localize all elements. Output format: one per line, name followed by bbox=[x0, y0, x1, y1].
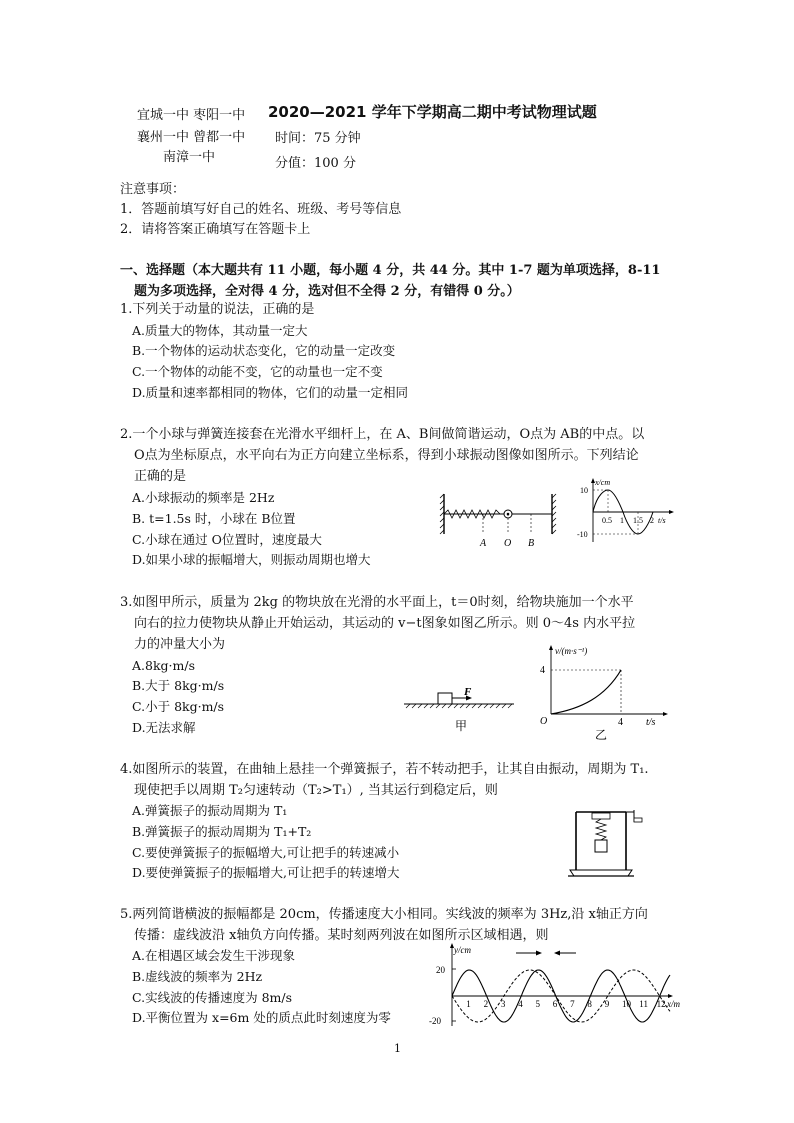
q4-stem-line2: 现使把手以周期 T₂匀速转动（T₂>T₁）, 当其运行到稳定后，则 bbox=[134, 783, 498, 798]
exam-score: 分值：100 分 bbox=[275, 156, 356, 171]
label-o: O bbox=[504, 538, 512, 549]
vt-ylabel: v/(m·s⁻¹) bbox=[555, 646, 588, 656]
wave-xtick: 1 bbox=[466, 999, 471, 1009]
q3-option-b: B.大于 8kg·m/s bbox=[132, 678, 225, 693]
q2-option-d: D.如果小球的振幅增大，则振动周期也增大 bbox=[132, 552, 371, 567]
exam-time: 时间：75 分钟 bbox=[275, 131, 361, 146]
wave-xtick: 2 bbox=[483, 999, 489, 1009]
jia-label: 甲 bbox=[455, 719, 468, 733]
graph-ytick-neg10: -10 bbox=[577, 530, 588, 539]
wave-ytick-neg20: -20 bbox=[429, 1016, 441, 1026]
vt-xlabel: t/s bbox=[646, 717, 656, 728]
q3-stem-line3: 力的冲量大小为 bbox=[134, 637, 226, 652]
q3-block-figure bbox=[400, 686, 518, 736]
q4-option-a: A.弹簧振子的振动周期为 T₁ bbox=[132, 803, 288, 818]
wave-xtick: 8 bbox=[587, 999, 592, 1009]
graph-ylabel: x/cm bbox=[595, 478, 611, 487]
wave-xtick: 5 bbox=[535, 999, 540, 1009]
graph-xtick-2: 2 bbox=[650, 516, 654, 525]
q3-option-a: A.8kg·m/s bbox=[132, 658, 195, 673]
q5-option-d: D.平衡位置为 x=6m 处的质点此时刻速度为零 bbox=[132, 1010, 391, 1025]
q5-option-a: A.在相遇区域会发生干涉现象 bbox=[132, 948, 296, 963]
yi-label: 乙 bbox=[595, 728, 608, 742]
wave-xtick: 4 bbox=[518, 999, 523, 1009]
q3-option-d: D.无法求解 bbox=[132, 720, 196, 735]
schools-line2: 襄州一中 曾都一中 bbox=[137, 130, 246, 145]
label-b: B bbox=[528, 538, 535, 549]
q5-stem-line2: 传播：虚线波沿 x轴负方向传播。某时刻两列波在如图所示区域相遇，则 bbox=[134, 928, 549, 943]
schools-line1: 宜城一中 枣阳一中 bbox=[137, 108, 246, 123]
q2-option-b: B. t=1.5s 时，小球在 B位置 bbox=[132, 511, 296, 526]
vt-origin: O bbox=[540, 716, 548, 727]
notice-item-1: 1．答题前填写好自己的姓名、班级、考号等信息 bbox=[120, 202, 402, 217]
force-label: F bbox=[464, 686, 472, 698]
schools-line3: 南漳一中 bbox=[163, 150, 216, 165]
graph-xtick-1.5: 1.5 bbox=[633, 516, 643, 525]
q1-stem: 1.下列关于动量的说法，正确的是 bbox=[120, 302, 315, 317]
vt-xtick-4: 4 bbox=[618, 717, 623, 728]
wave-ytick-20: 20 bbox=[436, 965, 445, 975]
q1-option-b: B.一个物体的运动状态变化，它的动量一定改变 bbox=[132, 343, 396, 358]
q3-option-c: C.小于 8kg·m/s bbox=[132, 699, 225, 714]
wave-xlabel: x/m bbox=[667, 999, 680, 1009]
wave-xtick: 12 bbox=[656, 999, 666, 1009]
q4-option-b: B.弹簧振子的振动周期为 T₁+T₂ bbox=[132, 824, 312, 839]
section-heading-line1: 一、选择题（本大题共有 11 小题，每小题 4 分，共 44 分。其中 1-7 题为单项选择，8-11 bbox=[120, 263, 661, 278]
q3-stem-line1: 3.如图甲所示，质量为 2kg 的物块放在光滑的水平面上，t＝0时刻，给物块施加一个水平 bbox=[120, 595, 634, 610]
q4-option-d: D.要使弹簧振子的振幅增大,可让把手的转速增大 bbox=[132, 865, 400, 880]
q5-option-b: B.虚线波的频率为 2Hz bbox=[132, 969, 263, 984]
q1-option-c: C.一个物体的动能不变，它的动量也一定不变 bbox=[132, 364, 383, 379]
q5-stem-line1: 5.两列简谐横波的振幅都是 20cm，传播速度大小相同。实线波的频率为 3Hz,沿 x轴正方向 bbox=[120, 907, 648, 922]
exam-title: 2020—2021 学年下学期高二期中考试物理试题 bbox=[268, 103, 597, 121]
wave-xtick: 6 bbox=[552, 999, 558, 1009]
graph-xtick-0.5: 0.5 bbox=[602, 516, 612, 525]
q1-option-d: D.质量和速率都相同的物体，它们的动量一定相同 bbox=[132, 385, 409, 400]
wave-xtick: 11 bbox=[639, 999, 648, 1009]
q2-option-c: C.小球在通过 O位置时，速度最大 bbox=[132, 532, 322, 547]
graph-xlabel: t/s bbox=[658, 516, 666, 525]
wave-xtick: 3 bbox=[500, 999, 506, 1009]
wave-ylabel: y/cm bbox=[454, 945, 471, 955]
q3-stem-line2: 向右的拉力使物块从静止开始运动，其运动的 v−t图象如图乙所示。则 0～4s 内水平拉 bbox=[134, 616, 636, 631]
q5-option-c: C.实线波的传播速度为 8m/s bbox=[132, 990, 292, 1005]
label-a: A bbox=[480, 538, 487, 549]
wave-xtick: 9 bbox=[604, 999, 610, 1009]
q4-option-c: C.要使弹簧振子的振幅增大,可让把手的转速减小 bbox=[132, 845, 400, 860]
q4-stem-line1: 4.如图所示的装置，在曲轴上悬挂一个弹簧振子，若不转动把手，让其自由振动，周期为 T₁. bbox=[120, 762, 649, 777]
q2-stem-line1: 2.一个小球与弹簧连接套在光滑水平细杆上，在 A、B间做简谐运动，O点为 AB的中点。以 bbox=[120, 427, 645, 442]
graph-xtick-1: 1 bbox=[620, 516, 624, 525]
vt-ytick-4: 4 bbox=[540, 665, 545, 676]
q2-stem-line2: O点为坐标原点，水平向右为正方向建立坐标系，得到小球振动图像如图所示。下列结论 bbox=[134, 448, 639, 463]
q2-option-a: A.小球振动的频率是 2Hz bbox=[132, 490, 275, 505]
q3-vt-graph bbox=[535, 642, 675, 742]
wave-xtick: 7 bbox=[570, 999, 575, 1009]
notice-item-2: 2．请将答案正确填写在答题卡上 bbox=[120, 222, 311, 237]
q4-crank-figure bbox=[566, 800, 656, 884]
wave-xtick: 10 bbox=[622, 999, 631, 1009]
graph-ytick-10: 10 bbox=[580, 486, 588, 495]
q1-option-a: A.质量大的物体，其动量一定大 bbox=[132, 323, 308, 338]
section-heading-line2: 题为多项选择，全对得 4 分，选对但不全得 2 分，有错得 0 分。） bbox=[134, 284, 520, 299]
page-number: 1 bbox=[394, 1042, 401, 1055]
q2-stem-line3: 正确的是 bbox=[134, 469, 187, 484]
q2-spring-figure bbox=[438, 488, 558, 550]
q2-xt-graph bbox=[575, 476, 677, 548]
q5-wave-graph bbox=[426, 940, 686, 1030]
notice-heading: 注意事项： bbox=[120, 182, 186, 197]
